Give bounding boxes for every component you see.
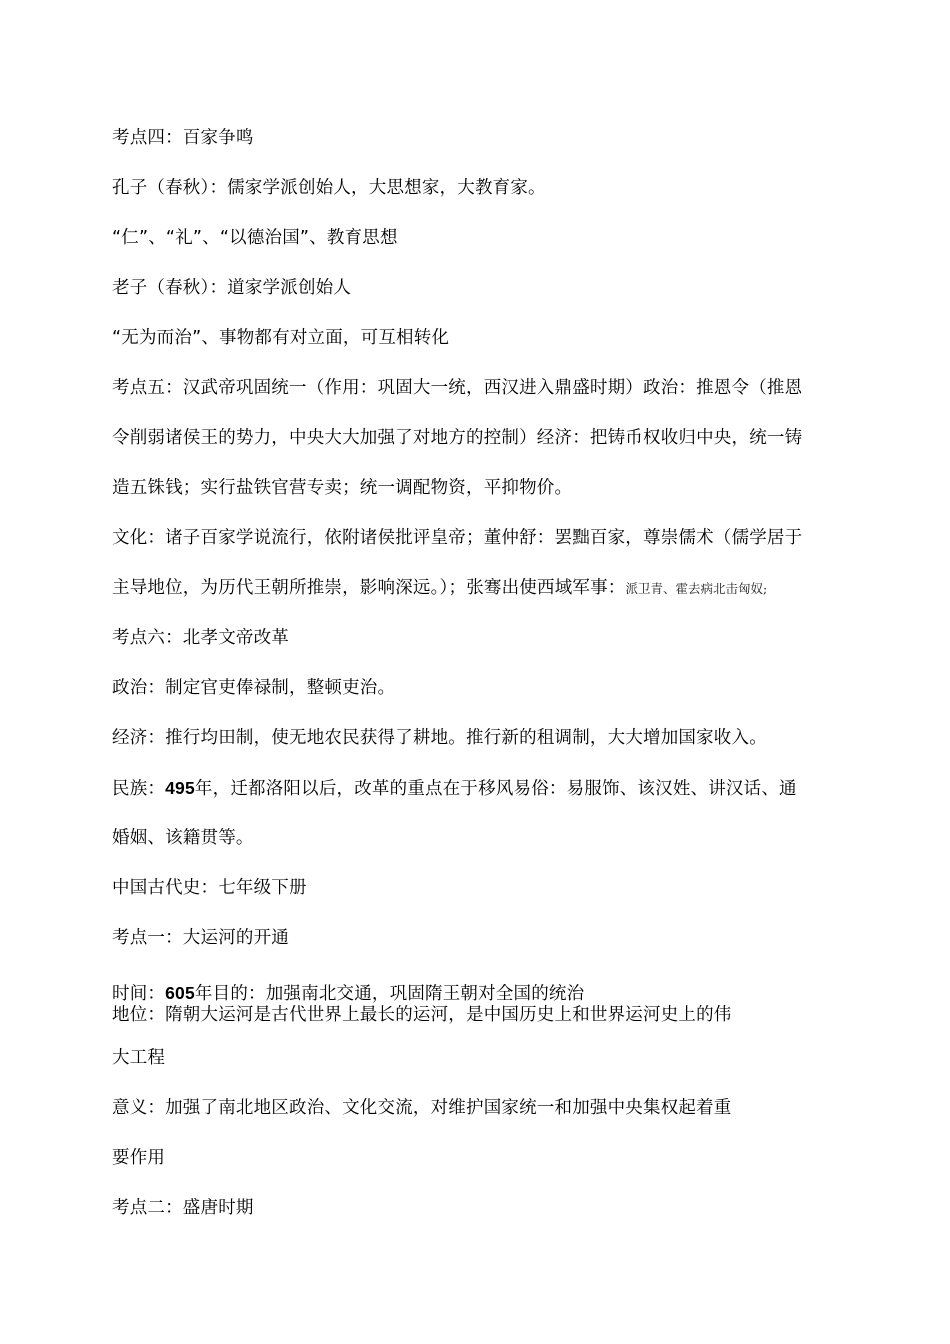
- text-confucius: 孔子（春秋）：儒家学派创始人，大思想家，大教育家。: [112, 178, 546, 198]
- text-reform-ethnic-line-2: 婚姻、该籍贯等。: [112, 828, 254, 848]
- text-reform-economy: 经济：推行均田制，使无地农民获得了耕地。推行新的租调制，大大增加国家收入。: [112, 728, 767, 748]
- heading-point-5: 考点五：汉武帝巩固统一（作用：巩固大一统，西汉进入鼎盛时期）政治：推恩令（推恩: [112, 378, 803, 398]
- text-year-495: 495: [165, 778, 195, 798]
- heading-point-2: 考点二：盛唐时期: [112, 1198, 254, 1218]
- text-military-note: 派卫青、霍去病北击匈奴;: [625, 581, 768, 596]
- text-laozi-ideas: “无为而治”、事物都有对立面，可互相转化: [112, 328, 450, 348]
- text-canal-status: 地位：隋朝大运河是古代世界上最长的运河，是中国历史上和世界运河史上的伟: [112, 1005, 732, 1025]
- text-canal-status-cont: 大工程: [112, 1048, 166, 1068]
- text-confucius-ideas: “仁”、“礼”、“以德治国”、教育思想: [112, 228, 398, 248]
- heading-point-1: 考点一：大运河的开通: [112, 928, 289, 948]
- text-point-5-line-3: 造五铢钱；实行盐铁官营专卖；统一调配物资，平抑物价。: [112, 478, 573, 498]
- text-reform-politics: 政治：制定官吏俸禄制，整顿吏治。: [112, 678, 396, 698]
- text-canal-significance-cont: 要作用: [112, 1148, 166, 1168]
- text-laozi: 老子（春秋）：道家学派创始人: [112, 278, 352, 298]
- text-point-5-line-2: 令削弱诸侯王的势力，中央大大加强了对地方的控制）经济：把铸币权收归中央，统一铸: [112, 428, 803, 448]
- heading-point-6: 考点六：北孝文帝改革: [112, 628, 289, 648]
- text-reform-ethnic-line-1: [112, 776, 872, 801]
- heading-point-4: 考点四：百家争鸣: [112, 128, 254, 148]
- text-culture-main: 主导地位，为历代王朝所推崇，影响深远。）；张骞出使西域军事：: [112, 578, 626, 598]
- text-year-605: 605: [165, 983, 195, 1003]
- text-time-label: 时间：: [112, 984, 166, 1004]
- text-culture-line-2: [112, 576, 872, 601]
- heading-grade-7-vol-2: 中国古代史：七年级下册: [112, 878, 307, 898]
- text-canal-significance: 意义：加强了南北地区政治、文化交流，对维护国家统一和加强中央集权起着重: [112, 1098, 732, 1118]
- text-ethnic-label: 民族：: [112, 779, 166, 799]
- text-culture-line-1: 文化：诸子百家学说流行，依附诸侯批评皇帝；董仲舒：罢黜百家，尊崇儒术（儒学居于: [112, 528, 803, 548]
- text-canal-purpose: 年目的：加强南北交通，巩固隋王朝对全国的统治: [194, 984, 585, 1004]
- text-ethnic-content: 年，迁都洛阳以后，改革的重点在于移风易俗：易服饰、该汉姓、讲汉话、通: [194, 779, 797, 799]
